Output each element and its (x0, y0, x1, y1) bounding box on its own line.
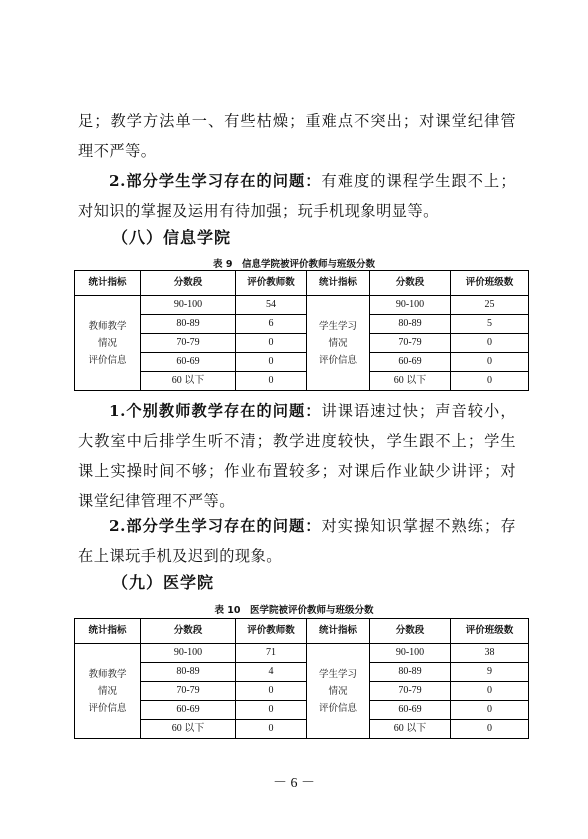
student-issues-text: 对实操知识掌握不熟练；存在上课玩手机及迟到的现象。 (78, 517, 517, 565)
teacher-count-cell: 0 (236, 720, 307, 739)
table-row (75, 353, 529, 372)
score-range-cell: 80-89 (141, 315, 236, 334)
score-range-cell: 70-79 (141, 334, 236, 353)
table9-header-cell: 统计指标 (307, 271, 370, 296)
teacher-count-cell: 54 (236, 296, 307, 315)
table10-header-row (75, 619, 529, 644)
table10-caption: 表 10 医学院被评价教师与班级分数 (214, 605, 374, 616)
table9-header-cell: 评价教师数 (236, 271, 307, 296)
table9-header-cell: 分数段 (141, 271, 236, 296)
score-range-cell: 70-79 (370, 682, 451, 701)
table-row (75, 372, 529, 391)
section-heading-info-college: （八）信息学院 (112, 228, 232, 247)
score-range-cell: 70-79 (141, 682, 236, 701)
student-issues-text: 有难度的课程学生跟不上；对知识的掌握及运用有待加强；玩手机现象明显等。 (78, 172, 517, 220)
score-range-cell: 60-69 (141, 353, 236, 372)
table-row (75, 720, 529, 739)
table10-header-cell: 统计指标 (307, 619, 370, 644)
table10-header-cell: 分数段 (141, 619, 236, 644)
score-range-cell: 60-69 (370, 353, 451, 372)
teacher-issues-paragraph (78, 396, 516, 516)
class-count-cell: 38 (451, 644, 529, 663)
student-issues-paragraph-info (78, 511, 516, 571)
teacher-count-cell: 0 (236, 682, 307, 701)
class-count-cell: 0 (451, 720, 529, 739)
score-range-cell: 60 以下 (370, 372, 451, 391)
table10-header-cell: 评价班级数 (451, 619, 529, 644)
teacher-count-cell: 4 (236, 663, 307, 682)
class-count-cell: 0 (451, 372, 529, 391)
teacher-issues-text: 讲课语速过快；声音较小，大教室中后排学生听不清；教学进度较快，学生跟不上；学生课上实操时间不够；作业布置较多；对课后作业缺少讲评；对课堂纪律管理不严等。 (78, 402, 517, 510)
teacher-eval-label: 教师教学 情况 评价信息 (75, 644, 141, 739)
table10-header-cell: 评价教师数 (236, 619, 307, 644)
student-eval-label: 学生学习 情况 评价信息 (307, 644, 370, 739)
score-range-cell: 60-69 (370, 701, 451, 720)
class-count-cell: 0 (451, 334, 529, 353)
teacher-count-cell: 0 (236, 334, 307, 353)
score-range-cell: 60 以下 (141, 372, 236, 391)
score-range-cell: 80-89 (141, 663, 236, 682)
score-range-cell: 90-100 (370, 644, 451, 663)
table-row (75, 663, 529, 682)
score-range-cell: 90-100 (141, 644, 236, 663)
class-count-cell: 25 (451, 296, 529, 315)
score-range-cell: 60-69 (141, 701, 236, 720)
score-range-cell: 80-89 (370, 315, 451, 334)
table-row (75, 682, 529, 701)
table9-header-cell: 分数段 (370, 271, 451, 296)
score-range-cell: 60 以下 (370, 720, 451, 739)
table9-header-row (75, 271, 529, 296)
teacher-count-cell: 0 (236, 372, 307, 391)
table-row (75, 296, 529, 315)
continuation-paragraph (78, 106, 516, 166)
table10-header-cell: 统计指标 (75, 619, 141, 644)
class-count-cell: 9 (451, 663, 529, 682)
table-row (75, 701, 529, 720)
table10-header-cell: 分数段 (370, 619, 451, 644)
table10 (74, 618, 529, 739)
student-eval-label: 学生学习 情况 评价信息 (307, 296, 370, 391)
class-count-cell: 5 (451, 315, 529, 334)
student-issues-paragraph (78, 166, 516, 226)
page-number: － 6 － (273, 776, 315, 791)
student-issues-lead: 2.部分学生学习存在的问题： (109, 517, 322, 535)
teacher-count-cell: 0 (236, 353, 307, 372)
table-row (75, 334, 529, 353)
section-heading-medical-college: （九）医学院 (112, 573, 215, 592)
class-count-cell: 0 (451, 682, 529, 701)
class-count-cell: 0 (451, 701, 529, 720)
score-range-cell: 90-100 (370, 296, 451, 315)
table-row (75, 315, 529, 334)
score-range-cell: 70-79 (370, 334, 451, 353)
score-range-cell: 90-100 (141, 296, 236, 315)
continuation-text: 足；教学方法单一、有些枯燥；重难点不突出；对课堂纪律管理不严等。 (78, 112, 516, 160)
teacher-issues-lead: 1.个别教师教学存在的问题： (109, 402, 322, 420)
teacher-eval-label: 教师教学 情况 评价信息 (75, 296, 141, 391)
score-range-cell: 60 以下 (141, 720, 236, 739)
table-row (75, 644, 529, 663)
teacher-count-cell: 71 (236, 644, 307, 663)
table9-caption: 表 9 信息学院被评价教师与班级分数 (213, 259, 375, 270)
class-count-cell: 0 (451, 353, 529, 372)
student-issues-lead: 2.部分学生学习存在的问题： (109, 172, 322, 190)
score-range-cell: 80-89 (370, 663, 451, 682)
table9-header-cell: 统计指标 (75, 271, 141, 296)
teacher-count-cell: 0 (236, 701, 307, 720)
table9-header-cell: 评价班级数 (451, 271, 529, 296)
teacher-count-cell: 6 (236, 315, 307, 334)
table9 (74, 270, 529, 391)
